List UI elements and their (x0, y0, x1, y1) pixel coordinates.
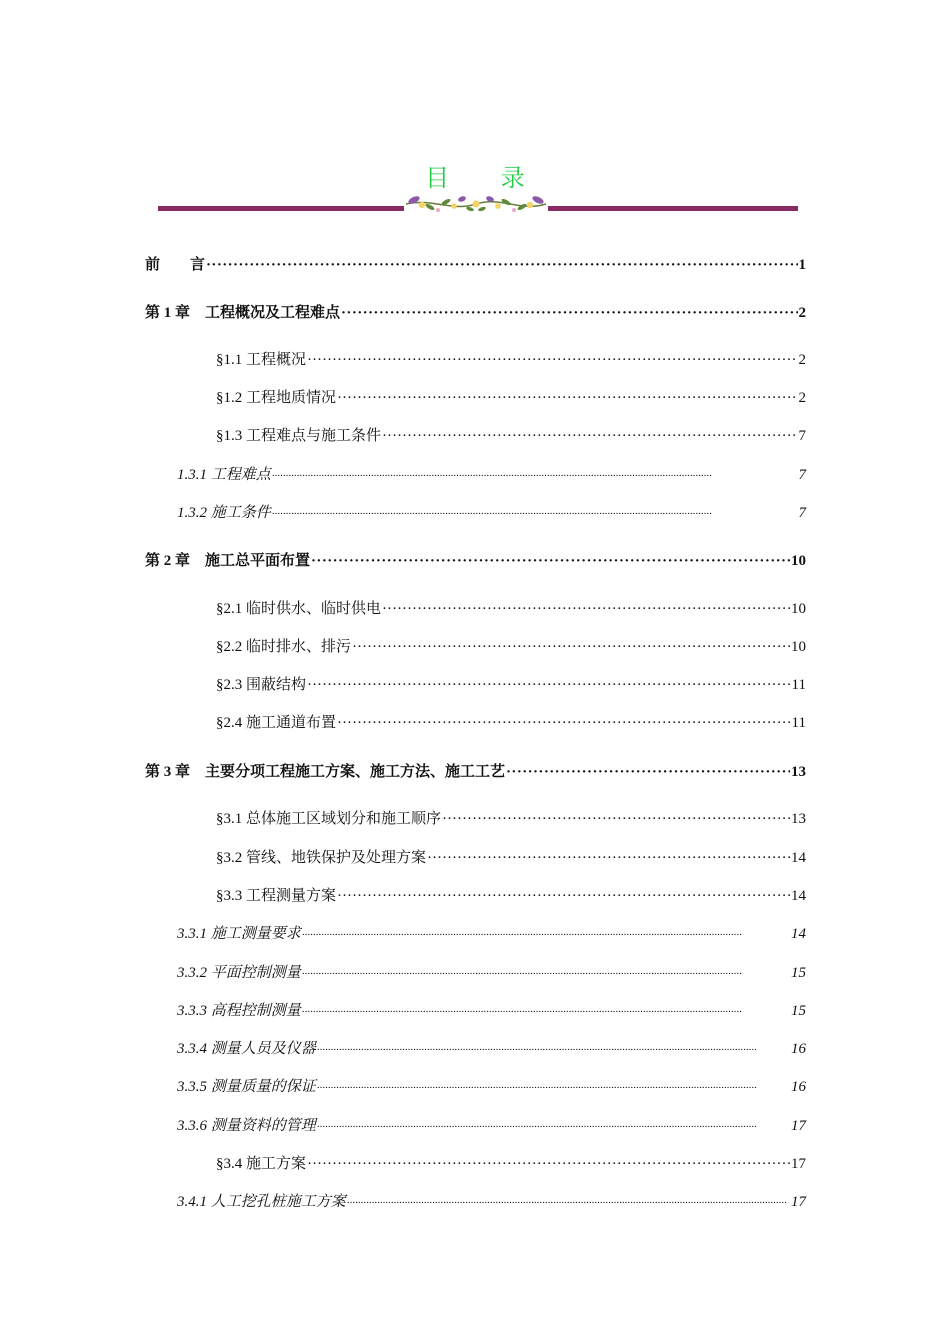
toc-entry-page: 14 (791, 926, 806, 942)
toc-entry-section[interactable] (216, 637, 806, 657)
toc-entry-title: 1.3.1 工程难点 (177, 467, 271, 483)
toc-entry-page: 2 (798, 352, 806, 368)
toc-entry-title: §2.3 围蔽结构 (216, 677, 307, 693)
toc-entry-title: 1.3.2 施工条件 (177, 505, 271, 521)
toc-entry-page: 14 (791, 888, 806, 904)
dot-leader (272, 465, 798, 486)
toc-entry-title: §3.1 总体施工区域划分和施工顺序 (216, 811, 442, 827)
toc-entry-title: 3.4.1 人工挖孔桩施工方案 (177, 1194, 346, 1210)
toc-entry-page: 2 (798, 390, 806, 406)
toc-entry-subsection[interactable] (177, 1077, 806, 1098)
toc-entry-page: 14 (791, 850, 806, 866)
dot-leader (427, 848, 790, 868)
toc-entry-title: 第 1 章 工程概况及工程难点 (145, 305, 341, 321)
toc-entry-page: 16 (791, 1041, 806, 1057)
toc-entry-title: §2.2 临时排水、排污 (216, 639, 352, 655)
dot-leader (307, 350, 797, 370)
dot-leader (506, 762, 790, 782)
toc-entry-section[interactable] (216, 886, 806, 906)
dot-leader (352, 637, 790, 657)
toc-entry-title: 3.3.3 高程控制测量 (177, 1003, 301, 1019)
toc-entry-title: 第 2 章 施工总平面布置 (145, 553, 311, 569)
toc-entry-title: §2.4 施工通道布置 (216, 715, 337, 731)
toc-entry-page: 15 (791, 965, 806, 981)
dot-leader (382, 599, 790, 619)
toc-entry-page: 10 (791, 639, 806, 655)
dot-leader (307, 675, 791, 695)
dot-leader (302, 963, 790, 984)
dot-leader (337, 388, 797, 408)
dot-leader (302, 1001, 790, 1022)
toc-entry-title: §2.1 临时供水、临时供电 (216, 601, 382, 617)
dot-leader (307, 1154, 790, 1174)
dot-leader (442, 809, 790, 829)
dot-leader (382, 426, 797, 446)
toc-entry-page: 11 (791, 715, 806, 731)
toc-entry-title: §3.2 管线、地铁保护及处理方案 (216, 850, 427, 866)
dot-leader (272, 503, 798, 524)
dot-leader (206, 255, 797, 275)
toc-entry-title: §1.2 工程地质情况 (216, 390, 337, 406)
dot-leader (311, 551, 790, 571)
toc-entry-page: 7 (798, 505, 806, 521)
dot-leader (317, 1116, 790, 1137)
toc-entry-subsection[interactable] (177, 963, 806, 984)
toc-entry-title: 3.3.1 施工测量要求 (177, 926, 301, 942)
toc-entry-subsection[interactable] (177, 1001, 806, 1022)
toc-entry-page: 17 (791, 1156, 806, 1172)
toc-entry-title: 第 3 章 主要分项工程施工方案、施工方法、施工工艺 (145, 764, 506, 780)
toc-entry-subsection[interactable] (177, 924, 806, 945)
toc-entry-section[interactable] (216, 599, 806, 619)
toc-entry-page: 13 (791, 811, 806, 827)
toc-entry-title: 前 言 (145, 257, 206, 273)
toc-entry-section[interactable] (216, 675, 806, 695)
dot-leader (302, 924, 790, 945)
toc-entry-chapter-2[interactable] (145, 551, 806, 571)
toc-entry-page: 7 (798, 467, 806, 483)
toc-entry-page: 10 (791, 601, 806, 617)
toc-entry-subsection[interactable] (177, 1116, 806, 1137)
page-title: 目 录 (425, 164, 547, 192)
toc-entry-page: 17 (791, 1194, 806, 1210)
dot-leader (337, 886, 790, 906)
toc-entry-page: 11 (791, 677, 806, 693)
toc-entry-section[interactable] (216, 1154, 806, 1174)
toc-entry-subsection[interactable] (177, 1192, 806, 1213)
dot-leader (347, 1192, 790, 1213)
toc-entry-subsection[interactable] (177, 1039, 806, 1060)
toc-entry-section[interactable] (216, 426, 806, 446)
toc-entry-page: 10 (791, 553, 806, 569)
dot-leader (341, 303, 797, 323)
dot-leader (337, 713, 791, 733)
toc-entry-page: 2 (798, 305, 806, 321)
toc-entry-title: §3.4 施工方案 (216, 1156, 307, 1172)
toc-entry-title: 3.3.2 平面控制测量 (177, 965, 301, 981)
toc-entry-title: §3.3 工程测量方案 (216, 888, 337, 904)
toc-entry-title: 3.3.4 测量人员及仪器 (177, 1041, 316, 1057)
toc-entry-page: 1 (798, 257, 806, 273)
toc-entry-section[interactable] (216, 350, 806, 370)
toc-entry-section[interactable] (216, 848, 806, 868)
toc-entry-preface[interactable] (145, 255, 806, 275)
toc-entry-page: 16 (791, 1079, 806, 1095)
toc-entry-title: §1.3 工程难点与施工条件 (216, 428, 382, 444)
toc-entry-page: 13 (791, 764, 806, 780)
toc-entry-section[interactable] (216, 713, 806, 733)
toc-entry-section[interactable] (216, 388, 806, 408)
toc-entry-section[interactable] (216, 809, 806, 829)
toc-entry-chapter-3[interactable] (145, 762, 806, 782)
toc-entry-subsection[interactable] (177, 465, 806, 486)
toc-entry-title: §1.1 工程概况 (216, 352, 307, 368)
toc-entry-subsection[interactable] (177, 503, 806, 524)
toc-entry-page: 7 (798, 428, 806, 444)
toc-entry-page: 15 (791, 1003, 806, 1019)
dot-leader (317, 1039, 790, 1060)
toc-entry-title: 3.3.6 测量资料的管理 (177, 1118, 316, 1134)
toc-entry-chapter-1[interactable] (145, 303, 806, 323)
toc-entry-page: 17 (791, 1118, 806, 1134)
toc-entry-title: 3.3.5 测量质量的保证 (177, 1079, 316, 1095)
dot-leader (317, 1077, 790, 1098)
